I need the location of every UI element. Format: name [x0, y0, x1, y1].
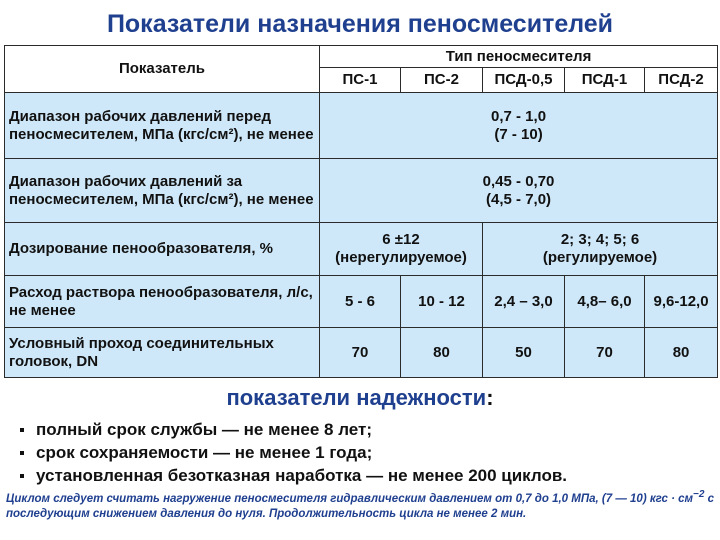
- bullet-icon: [20, 451, 24, 455]
- list-item-text: полный срок службы — не менее 8 лет;: [36, 420, 372, 439]
- reliability-colon: :: [486, 385, 494, 410]
- value-line1: 2; 3; 4; 5; 6: [560, 231, 640, 248]
- reliability-heading: [0, 385, 720, 411]
- bullet-icon: [20, 474, 24, 478]
- reliability-heading-text: показатели надежности: [226, 385, 487, 410]
- row-dn-label: Условный проход соединительных головок, DN: [5, 328, 320, 378]
- value-line2: (4,5 - 7,0): [486, 190, 552, 208]
- param-text: Диапазон рабочих давлений перед пеносмесителем, МПа (кгс/см²), не менее: [9, 107, 314, 143]
- row-flow-ps2: 10 - 12: [401, 276, 483, 328]
- type-ps2: ПС-2: [401, 68, 483, 93]
- note-part2: с последующим снижением давления до нуля. Продолжительность цикла не менее 2 мин.: [6, 493, 715, 520]
- note-part1: Циклом следует считать нагружение пеносмесителя гидравлическим давлением от 0,7 до 1,0 МПа, (7 — 10) кгс · см: [6, 493, 694, 505]
- row-flow-psd1: 4,8– 6,0: [565, 276, 645, 328]
- list-item: [14, 441, 567, 464]
- note-exponent: −2: [693, 489, 705, 501]
- row-flow-psd2: 9,6-12,0: [645, 276, 718, 328]
- type-psd2: ПСД-2: [645, 68, 718, 93]
- cycle-note: [6, 489, 716, 522]
- row-dn-psd2: 80: [645, 328, 718, 378]
- type-psd1: ПСД-1: [565, 68, 645, 93]
- param-text: Диапазон рабочих давлений за пеносмесителем, МПа (кгс/см²), не менее: [9, 172, 314, 208]
- bullet-icon: [20, 428, 24, 432]
- list-item: [14, 418, 567, 441]
- row-pressure-before-label: [5, 93, 320, 159]
- reliability-list: [14, 418, 567, 487]
- value-line1: 0,45 - 0,70: [482, 172, 555, 190]
- row-dn-ps2: 80: [401, 328, 483, 378]
- value-line1: 0,7 - 1,0: [491, 107, 547, 125]
- value-line2: (нерегулируемое): [335, 249, 467, 266]
- list-item: [14, 464, 567, 487]
- row-dosing-ps: [320, 223, 483, 276]
- list-item-text: срок сохраняемости — не менее 1 года;: [36, 443, 373, 462]
- header-param: Показатель: [5, 46, 320, 93]
- row-flow-ps1: 5 - 6: [320, 276, 401, 328]
- specs-table: [4, 45, 717, 378]
- row-flow-psd05: 2,4 – 3,0: [483, 276, 565, 328]
- header-type: Тип пеносмесителя: [320, 46, 718, 68]
- row-pressure-after-label: [5, 159, 320, 223]
- list-item-text: установленная безотказная наработка — не менее 200 циклов.: [36, 466, 568, 485]
- value-line2: (регулируемое): [542, 249, 658, 266]
- value-line1: 6 ±12: [382, 231, 420, 248]
- row-dosing-psd: [483, 223, 718, 276]
- page-title: Показатели назначения пеносмесителей: [106, 10, 614, 38]
- row-pressure-after-value: [320, 159, 718, 223]
- row-dn-psd05: 50: [483, 328, 565, 378]
- row-dosing-label: Дозирование пенообразователя, %: [5, 223, 320, 276]
- row-flow-label: Расход раствора пенообразователя, л/с, не менее: [5, 276, 320, 328]
- value-line2: (7 - 10): [494, 125, 543, 143]
- row-dn-psd1: 70: [565, 328, 645, 378]
- type-ps1: ПС-1: [320, 68, 401, 93]
- row-dn-ps1: 70: [320, 328, 401, 378]
- type-psd05: ПСД-0,5: [483, 68, 565, 93]
- row-pressure-before-value: [320, 93, 718, 159]
